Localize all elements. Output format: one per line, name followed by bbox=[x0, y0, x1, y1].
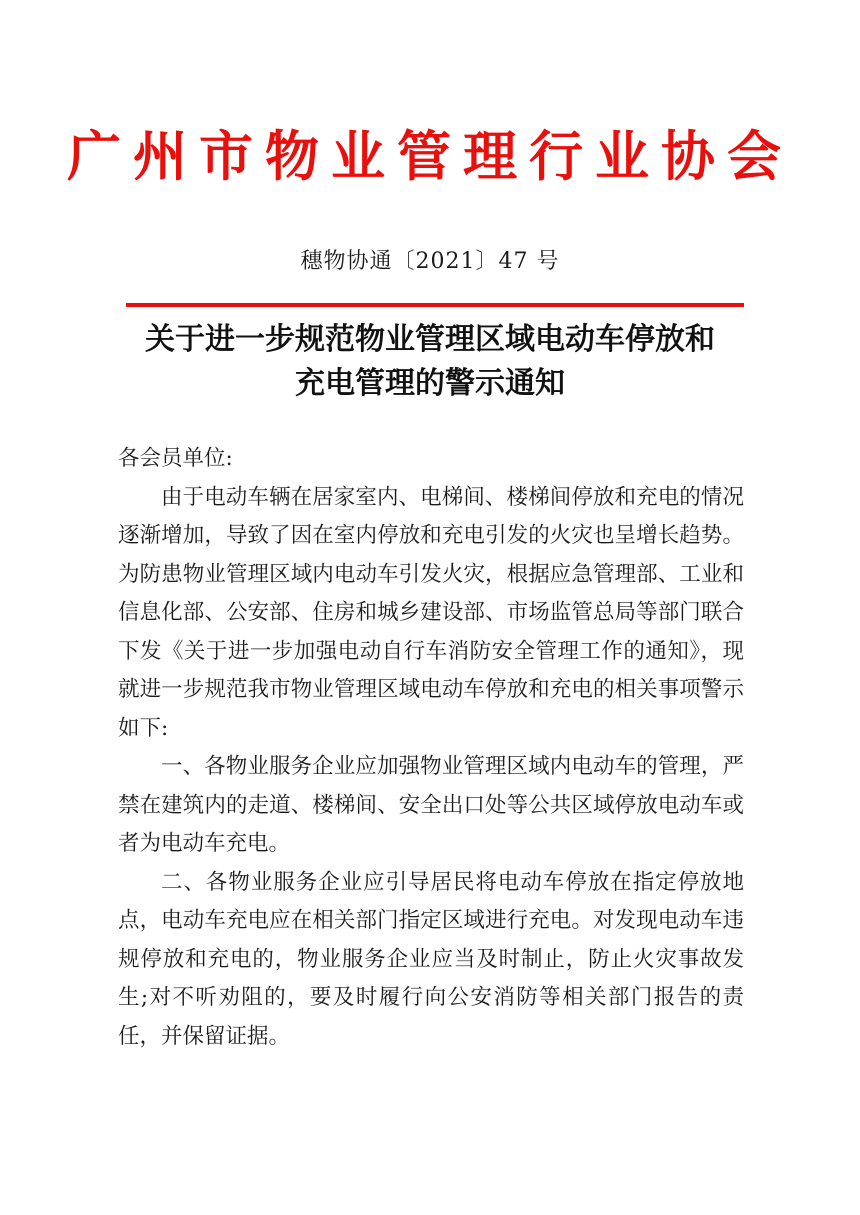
body-paragraph-intro: 由于电动车辆在居家室内、电梯间、楼梯间停放和充电的情况逐渐增加，导致了因在室内停放和充电引发的火灾也呈增长趋势。为防患物业管理区域内电动车引发火灾，根据应急管理部、工业和信息化部、公安部、住房和城乡建设部、市场监管总局等部门联合下发《关于进一步加强电动自行车消防安全管理工作的通知》，现就进一步规范我市物业管理区域电动车停放和充电的相关事项警示如下: bbox=[118, 484, 744, 741]
document-body bbox=[118, 440, 744, 1056]
title-line-2: 充电管理的警示通知 bbox=[295, 366, 565, 401]
organization-header: 广州市物业管理行业协会 bbox=[67, 125, 793, 188]
title-line-1: 关于进一步规范物业管理区域电动车停放和 bbox=[145, 322, 715, 357]
body-paragraph-item-1: 一、各物业服务企业应加强物业管理区域内电动车的管理，严禁在建筑内的走道、楼梯间、安全出口处等公共区域停放电动车或者为电动车充电。 bbox=[118, 754, 744, 856]
salutation: 各会员单位: bbox=[118, 446, 233, 471]
red-divider bbox=[126, 303, 744, 307]
document-number: 穗物协通〔2021〕47 号 bbox=[300, 249, 560, 274]
document-title bbox=[0, 318, 860, 406]
body-paragraph-item-2: 二、各物业服务企业应引导居民将电动车停放在指定停放地点，电动车充电应在相关部门指定区域进行充电。对发现电动车违规停放和充电的，物业服务企业应当及时制止，防止火灾事故发生;对不听劝阻的，要及时履行向公安消防等相关部门报告的责任，并保留证据。 bbox=[118, 869, 744, 1049]
